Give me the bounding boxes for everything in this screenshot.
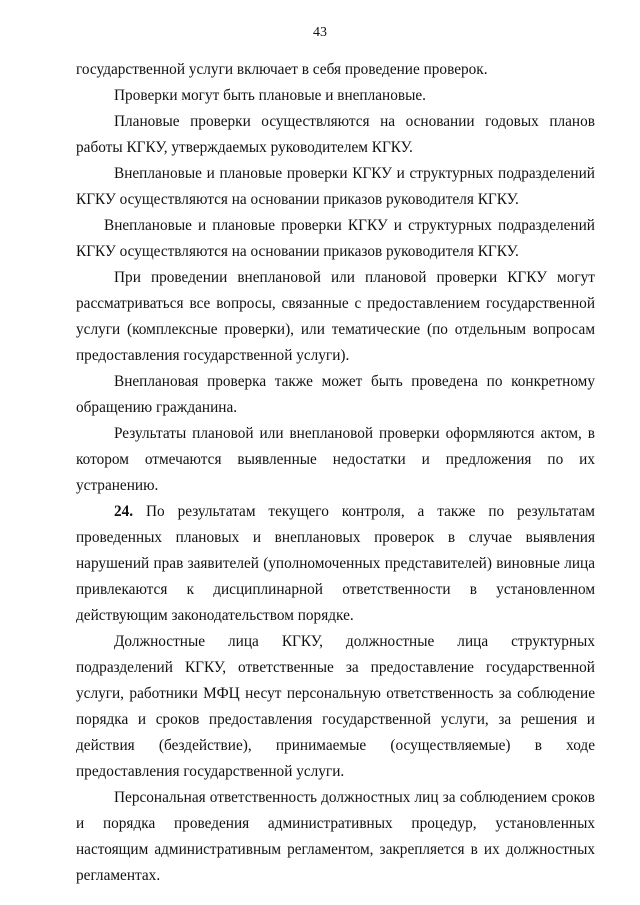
paragraph: Внеплановая проверка также может быть проведена по конкретному обращению гражданина.	[76, 373, 595, 416]
paragraph: Персональная ответственность должностных лиц за соблюдением сроков и порядка проведения административных процедур, установленных настоящим административным регламентом, закрепляется в их должностных регламентах.	[76, 789, 595, 884]
paragraph: Должностные лица КГКУ, должностные лица структурных подразделений КГКУ, ответственные за предоставление государственной услуги, работники МФЦ несут персональную ответственность за соблюдение порядка и сроков предоставления государственной услуги, за решения и действия (бездействие), принимаемые (осуществляемые) в ходе предоставления государственной услуги.	[76, 633, 595, 780]
paragraph: Проверки могут быть плановые и внеплановые.	[114, 87, 426, 104]
paragraph: При проведении внеплановой или плановой проверки КГКУ могут рассматриваться все вопросы, связанные с предоставлением государственной услуги (комплексные проверки), или тематические (по отдельным вопросам предоставления государственной услуги).	[76, 269, 595, 364]
paragraph: Внеплановые и плановые проверки КГКУ и структурных подразделений КГКУ осуществляются на основании приказов руководителя КГКУ.	[76, 165, 595, 208]
paragraph: Внеплановые и плановые проверки КГКУ и структурных подразделений КГКУ осуществляются на основании приказов руководителя КГКУ.	[76, 217, 595, 260]
paragraph-text: По результатам текущего контроля, а также по результатам проведенных плановых и внеплановых проверок в случае выявления нарушений прав заявителей (уполномоченных представителей) виновные лица привлекаются к дисциплинарной ответственности в установленном действующим законодательством порядке.	[76, 503, 595, 624]
paragraph-number: 24.	[114, 503, 134, 520]
page-number: 43	[313, 25, 327, 40]
paragraph: Результаты плановой или внеплановой проверки оформляются актом, в котором отмечаются выявленные недостатки и предложения по их устранению.	[76, 425, 595, 494]
paragraph: Плановые проверки осуществляются на основании годовых планов работы КГКУ, утверждаемых руководителем КГКУ.	[76, 113, 595, 156]
numbered-paragraph	[76, 499, 595, 629]
document-body	[76, 57, 595, 889]
paragraph-continuation: государственной услуги включает в себя проведение проверок.	[76, 61, 488, 78]
